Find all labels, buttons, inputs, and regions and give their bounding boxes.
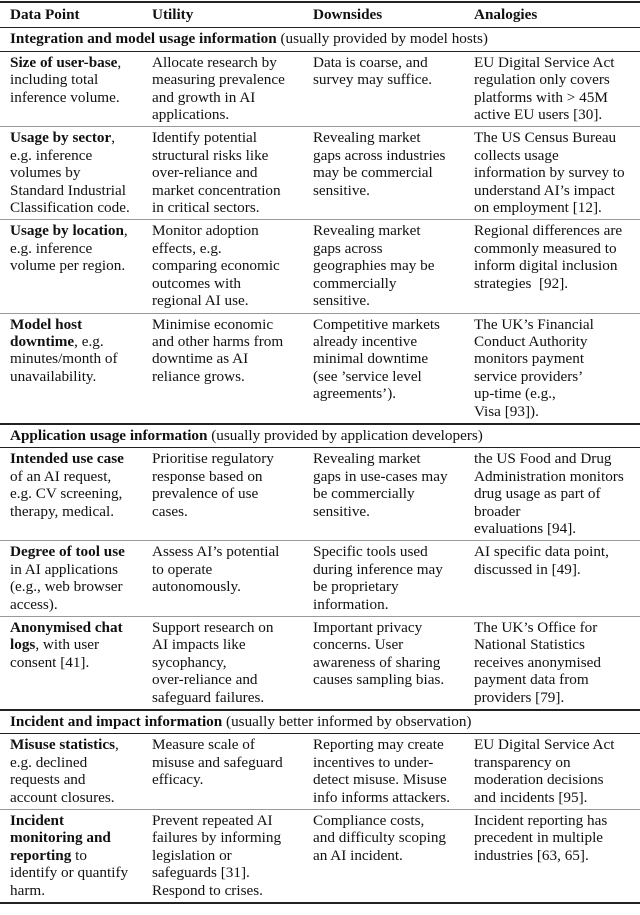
data-point-detail: , e.g. inference volumes by Standard Industrial Classification code. bbox=[10, 129, 130, 217]
section-note: (usually provided by model hosts) bbox=[276, 30, 488, 48]
data-point-name: Misuse statistics bbox=[10, 736, 116, 754]
analogies-cell: the US Food and Drug Administration monitors drug usage as part of broader evaluations [94]. bbox=[474, 450, 624, 537]
section-title bbox=[0, 713, 471, 730]
data-point-cell bbox=[0, 54, 152, 124]
analogies-cell: AI specific data point, discussed in [49]. bbox=[474, 543, 609, 578]
table-row bbox=[0, 314, 640, 425]
table-row bbox=[0, 127, 640, 220]
downsides-cell: Specific tools used during inference may be proprietary information. bbox=[313, 543, 443, 613]
utility-cell: Identify potential structural risks like over-reliance and market concentration in critical sectors. bbox=[152, 129, 281, 217]
data-point-name: Usage by location bbox=[10, 222, 124, 240]
downsides-cell: Competitive markets already incentive minimal downtime (see ’service level agreements’). bbox=[313, 315, 440, 403]
utility-cell: Prevent repeated AI failures by informing legislation or safeguards [31]. Respond to crises. bbox=[152, 812, 282, 899]
table-row bbox=[0, 617, 640, 711]
data-point-detail: , e.g. minutes/month of unavailability. bbox=[10, 332, 118, 385]
data-point-name: Anonymised chat logs bbox=[10, 619, 123, 654]
analogies-cell: The UK’s Office for National Statistics receives anonymised payment data from providers [79]. bbox=[474, 619, 601, 706]
downsides-cell: Reporting may create incentives to under- detect misuse. Misuse info informs attackers. bbox=[313, 736, 451, 806]
downsides-cell: Data is coarse, and survey may suffice. bbox=[313, 53, 433, 89]
analogies-cell: EU Digital Service Act regulation only covers platforms with > 45M active EU users [30]. bbox=[474, 53, 615, 124]
downsides-cell: Compliance costs, and difficulty scoping an AI incident. bbox=[313, 812, 447, 864]
utility-cell: Assess AI’s potential to operate autonomously. bbox=[152, 543, 280, 596]
table-row bbox=[0, 52, 640, 128]
table-row bbox=[0, 734, 640, 810]
utility-cell: Allocate research by measuring prevalence and growth in AI applications. bbox=[152, 53, 285, 124]
section-title-bold: Application usage information bbox=[10, 426, 208, 444]
data-point-detail: to identify or quantify harm. bbox=[10, 846, 129, 899]
data-point-cell bbox=[0, 543, 152, 613]
section-header-row bbox=[0, 28, 640, 51]
section-note: (usually provided by application developers) bbox=[207, 426, 483, 444]
utility-cell: Measure scale of misuse and safeguard efficacy. bbox=[152, 736, 283, 789]
section-header-row bbox=[0, 425, 640, 448]
data-point-detail: , e.g. declined requests and account closures. bbox=[10, 736, 119, 806]
data-point-detail: in AI applications (e.g., web browser access). bbox=[10, 560, 123, 613]
header-downsides: Downsides bbox=[313, 6, 383, 23]
analogies-cell: EU Digital Service Act transparency on moderation decisions and incidents [95]. bbox=[474, 736, 615, 806]
table-header-row bbox=[0, 3, 640, 28]
table-row bbox=[0, 541, 640, 617]
data-point-name: Size of user-base bbox=[10, 53, 118, 71]
data-point-detail: of an AI request, e.g. CV screening, therapy, medical. bbox=[10, 467, 123, 520]
downsides-cell: Revealing market gaps in use-cases may be commercially sensitive. bbox=[313, 450, 448, 520]
analogies-cell: Regional differences are commonly measured to inform digital inclusion strategies [92]. bbox=[474, 222, 623, 292]
table-row bbox=[0, 810, 640, 904]
utility-cell: Prioritise regulatory response based on prevalence of use cases. bbox=[152, 450, 274, 520]
data-point-name: Model host downtime bbox=[10, 315, 83, 350]
data-points-table bbox=[0, 1, 640, 904]
data-point-name: Incident monitoring and reporting bbox=[10, 812, 111, 864]
header-utility: Utility bbox=[152, 6, 194, 23]
downsides-cell: Revealing market gaps across geographies may be commercially sensitive. bbox=[313, 222, 435, 310]
analogies-cell: The US Census Bureau collects usage information by survey to understand AI’s impact on employment [12]. bbox=[474, 129, 625, 217]
utility-cell: Monitor adoption effects, e.g. comparing economic outcomes with regional AI use. bbox=[152, 222, 280, 310]
header-data-point: Data Point bbox=[10, 6, 80, 23]
data-point-cell bbox=[0, 316, 152, 420]
section-title-bold: Incident and impact information bbox=[10, 713, 223, 731]
table-row bbox=[0, 220, 640, 313]
analogies-cell: The UK’s Financial Conduct Authority monitors payment service providers’ up-time (e.g., Visa [93]). bbox=[474, 315, 594, 420]
analogies-cell: Incident reporting has precedent in multiple industries [63, 65]. bbox=[474, 812, 608, 864]
section-header-row bbox=[0, 711, 640, 734]
data-point-name: Usage by sector bbox=[10, 129, 112, 147]
data-point-cell bbox=[0, 222, 152, 309]
data-point-cell bbox=[0, 450, 152, 537]
header-analogies: Analogies bbox=[474, 6, 538, 23]
data-point-name: Degree of tool use bbox=[10, 543, 125, 561]
section-title bbox=[0, 30, 488, 47]
table-row bbox=[0, 448, 640, 541]
data-point-detail: , including total inference volume. bbox=[10, 53, 122, 106]
data-point-cell bbox=[0, 736, 152, 806]
data-point-cell bbox=[0, 619, 152, 706]
section-title-bold: Integration and model usage information bbox=[10, 30, 277, 48]
section-note: (usually better informed by observation) bbox=[222, 713, 472, 731]
utility-cell: Support research on AI impacts like sycophancy, over-reliance and safeguard failures. bbox=[152, 619, 274, 706]
downsides-cell: Important privacy concerns. User awareness of sharing causes sampling bias. bbox=[313, 619, 445, 689]
data-point-detail: , with user consent [41]. bbox=[10, 636, 100, 671]
data-point-cell bbox=[0, 129, 152, 216]
data-point-name: Intended use case bbox=[10, 450, 124, 468]
section-title bbox=[0, 427, 483, 444]
utility-cell: Minimise economic and other harms from downtime as AI reliance grows. bbox=[152, 315, 284, 385]
downsides-cell: Revealing market gaps across industries may be commercial sensitive. bbox=[313, 129, 446, 199]
data-point-cell bbox=[0, 812, 152, 899]
data-point-detail: , e.g. inference volume per region. bbox=[10, 222, 128, 275]
